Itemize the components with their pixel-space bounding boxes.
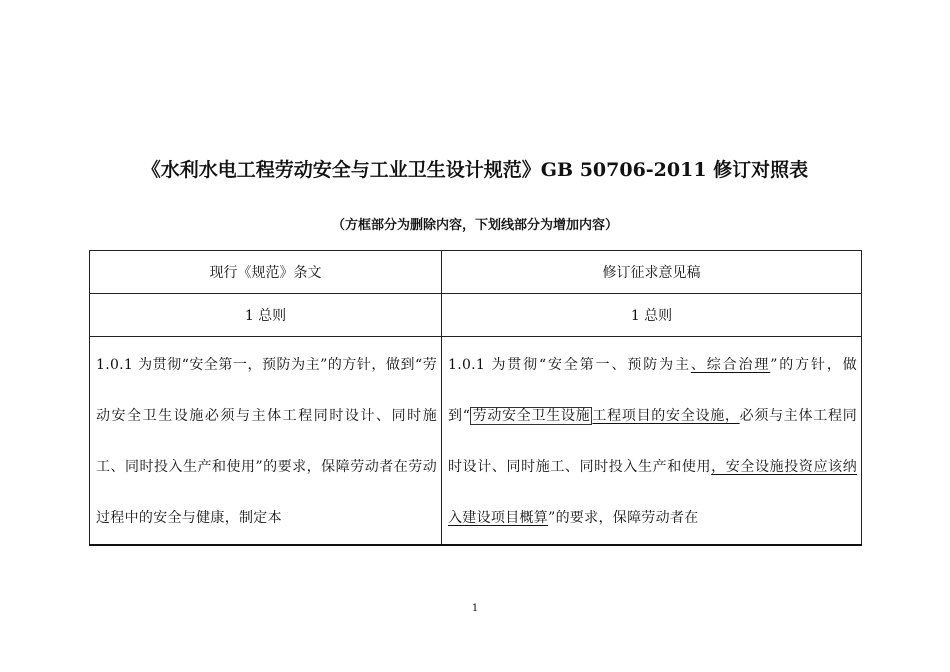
deleted-text-box: 劳动安全卫生设施 [472,408,591,424]
document-subtitle: （方框部分为删除内容，下划线部分为增加内容） [331,218,618,233]
clause-revised-text [442,337,861,544]
header-revised-draft: 修订征求意见稿 [442,251,862,294]
table-section-row [90,294,862,337]
clause-revised-cell [442,337,862,546]
comparison-table [89,250,862,546]
added-text: ，安全设施投资应该纳入建设项目概算 [448,459,858,526]
table-header-row [90,251,862,294]
clause-current-cell [90,337,442,546]
added-text: 工程项目的安全设施， [592,408,740,424]
added-text: 、综合治理 [690,357,771,373]
table-row [90,337,862,546]
header-current-clause: 现行《规范》条文 [90,251,442,294]
revised-text-segment: ”的要求，保障劳动者在 [548,510,699,526]
section-revised: 1 总则 [442,294,862,337]
revised-text-segment: ”的方针，做到“ [448,357,857,424]
page-number: 1 [471,603,479,614]
clause-current-text: 1.0.1 为贯彻“安全第一，预防为主”的方针，做到“劳动安全卫生设施必须与主体工程同时设计、同时施工、同时投入生产和使用”的要求，保障劳动者在劳动过程中的安全与健康，制定本 [96,357,437,526]
section-current: 1 总则 [90,294,442,337]
revised-text-segment: 必须与主体工程同时设计、同时施工、同时投入生产和使用 [448,408,858,475]
document-title: 《水利水电工程劳动安全与工业卫生设计规范》GB 50706-2011 修订对照表 [141,159,809,181]
revised-text-segment: 1.0.1 为贯彻“安全第一、预防为主 [448,357,691,373]
